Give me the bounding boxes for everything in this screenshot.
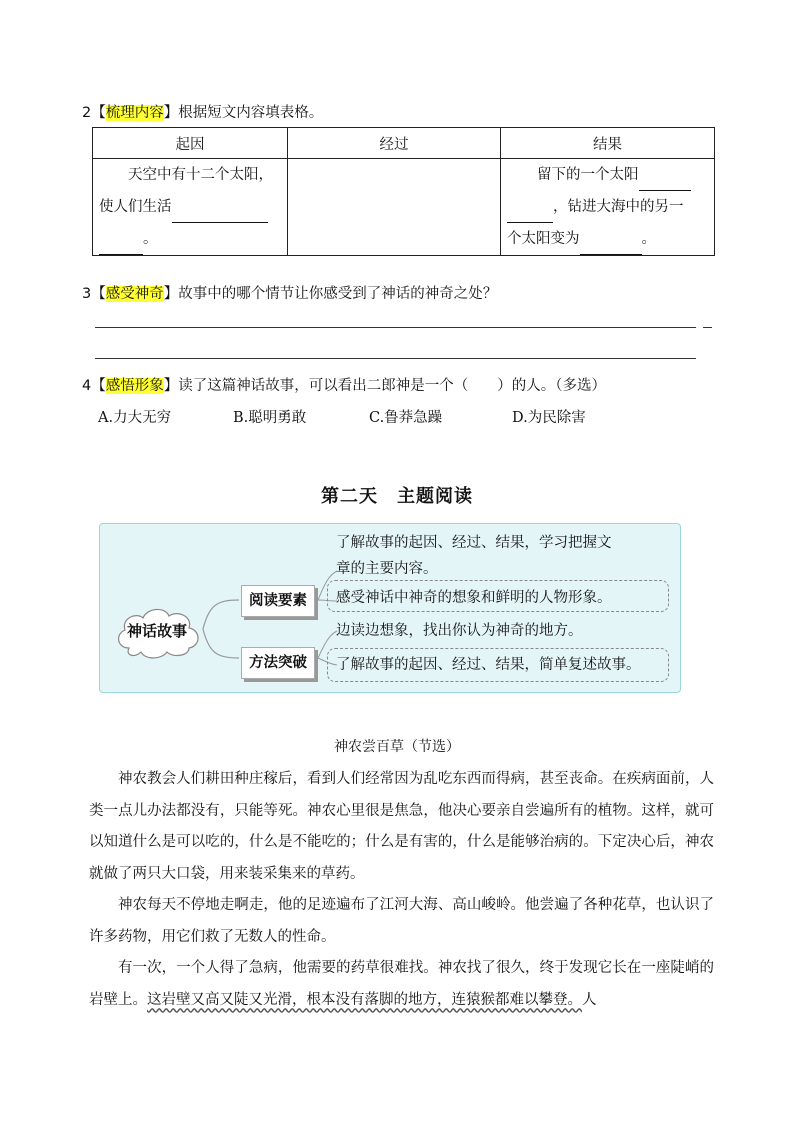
- question-tag: 感受神奇: [105, 286, 164, 302]
- reading-elements-tag: 阅读要素: [241, 585, 315, 617]
- question-number: 4: [82, 378, 92, 394]
- story-title: 神农尝百草（节选）: [334, 739, 460, 755]
- answer-line-2[interactable]: [95, 358, 696, 359]
- reading-line-2: 章的主要内容。: [336, 561, 438, 577]
- cause-blank-1[interactable]: [172, 204, 268, 223]
- question-text: 读了这篇神话故事，可以看出二郎神是一个（ ）的人。（多选）: [178, 378, 606, 394]
- question-tag: 感悟形象: [105, 378, 164, 394]
- tag-bracket-close: 】: [163, 378, 179, 394]
- reading-line-1: 了解故事的起因、经过、结果，学习把握文: [336, 535, 612, 551]
- cause-cell: [93, 159, 288, 256]
- reading-line-3: 感受神话中神奇的想象和鲜明的人物形象。: [336, 590, 612, 606]
- story-paragraph-2: 神农每天不停地走啊走，他的足迹遍布了江河大海、高山峻岭。他尝遍了各种花草，也认识了许多药物，用它们救了无数人的性命。: [89, 897, 714, 945]
- question-3-prompt: [82, 282, 497, 303]
- cause-line-3: 。: [99, 223, 281, 255]
- method-line-1: 边读边想象，找出你认为神奇的地方。: [336, 623, 583, 639]
- result-blank-2[interactable]: [507, 204, 553, 223]
- tag-bracket-open: 【: [91, 378, 106, 394]
- method-line-2: 了解故事的起因、经过、结果，简单复述故事。: [336, 657, 641, 673]
- cause-line-2: 使人们生活: [99, 191, 281, 223]
- option-c[interactable]: C.鲁莽急躁: [369, 410, 443, 426]
- question-text: 根据短文内容填表格。: [178, 105, 324, 121]
- table-header-process: 经过: [288, 128, 501, 159]
- cause-line-1: 天空中有十二个太阳，: [128, 167, 273, 183]
- summary-table: [92, 127, 715, 256]
- tag-bracket-close: 】: [163, 105, 179, 121]
- question-2-prompt: [82, 101, 323, 122]
- story-paragraph-1: 神农教会人们耕田种庄稼后，看到人们经常因为乱吃东西而得病，甚至丧命。在疾病面前，人类一点儿办法都没有，只能等死。神农心里很是焦急，他决心要亲自尝遍所有的植物。这样，就可以知道什么是可以吃的，什么是不能吃的；什么是有害的，什么是能够治病的。下定决心后，神农就做了两只大口袋，用来装采集来的草药。: [89, 771, 714, 882]
- table-header-cause: 起因: [93, 128, 288, 159]
- question-number: 3: [82, 286, 92, 302]
- answer-line-1[interactable]: [95, 327, 696, 328]
- method-breakthrough-tag: 方法突破: [241, 647, 315, 679]
- story-paragraph-3: 有一次，一个人得了急病，他需要的药草很难找。神农找了很久，终于发现它长在一座陡峭的岩壁上。这岩壁又高又陡又光滑，根本没有落脚的地方，连猿猴都难以攀登。人: [89, 960, 714, 1008]
- result-blank-1[interactable]: [639, 172, 691, 191]
- cause-blank-2[interactable]: [99, 236, 143, 255]
- mind-map-center: 神话故事: [126, 622, 187, 640]
- section-title: 第二天 主题阅读: [321, 486, 473, 507]
- story-body: [89, 764, 714, 1016]
- question-text: 故事中的哪个情节让你感受到了神话的神奇之处？: [178, 286, 498, 302]
- result-cell: [501, 159, 715, 256]
- tag-bracket-close: 】: [163, 286, 179, 302]
- tag-bracket-open: 【: [91, 286, 106, 302]
- table-header-result: 结果: [501, 128, 715, 159]
- wavy-underlined-sentence: 这岩壁又高又陡又光滑，根本没有落脚的地方，连猿猴都难以攀登。: [147, 991, 582, 1008]
- question-number: 2: [82, 105, 92, 121]
- tag-bracket-open: 【: [91, 105, 106, 121]
- answer-line-1-tail: [703, 327, 712, 328]
- option-b[interactable]: B.聪明勇敢: [233, 410, 307, 426]
- result-line-1: 留下的一个太阳: [507, 159, 708, 191]
- result-blank-3[interactable]: [580, 236, 642, 255]
- question-tag: 梳理内容: [105, 105, 164, 121]
- option-a[interactable]: A.力大无穷: [98, 410, 172, 426]
- result-line-3: 个太阳变为 。: [507, 223, 708, 255]
- result-line-2: ，钻进大海中的另一: [507, 191, 708, 223]
- question-4-prompt: [82, 374, 606, 395]
- process-cell[interactable]: [288, 159, 501, 256]
- option-d[interactable]: D.为民除害: [512, 410, 586, 426]
